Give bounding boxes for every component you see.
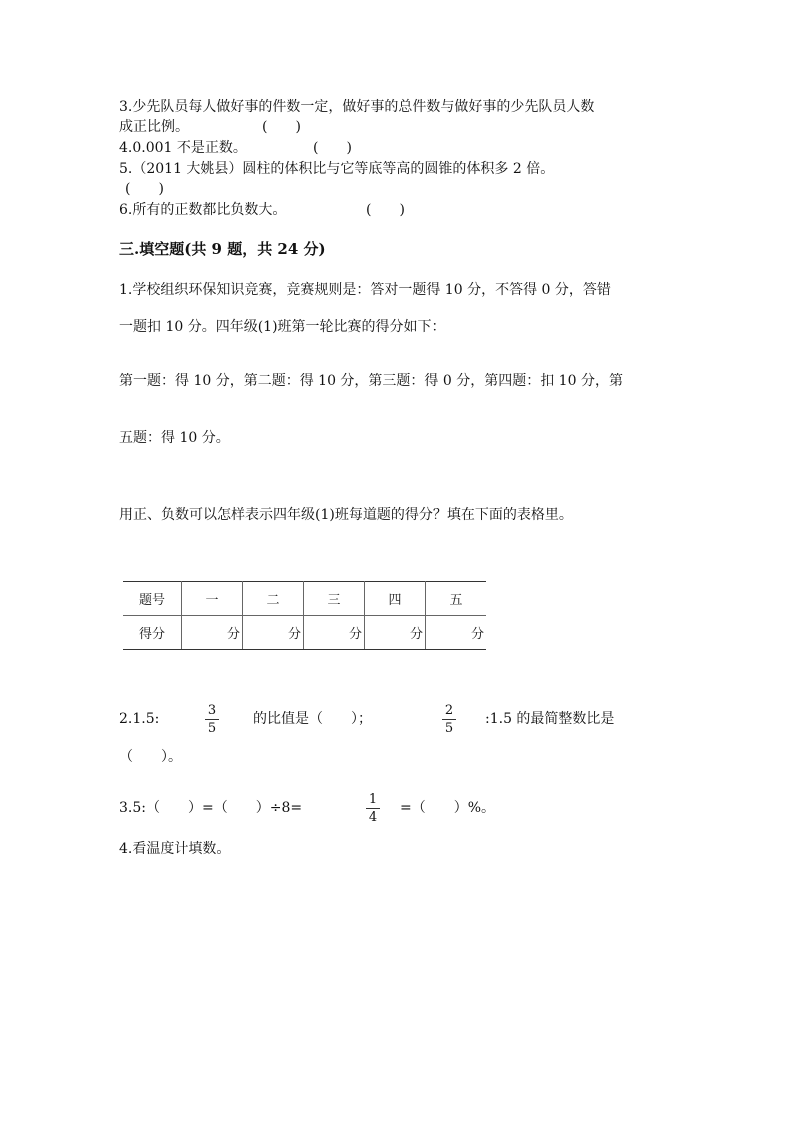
fill-q4: 4.看温度计填数。 <box>119 841 231 857</box>
judgment-q6: 6.所有的正数都比负数大。 <box>119 202 287 218</box>
table-cell: 五 <box>426 582 487 616</box>
fraction-denominator: 5 <box>207 721 217 736</box>
fraction-numerator: 3 <box>207 703 217 718</box>
fill-q2-part1: 2.1.5: <box>119 711 160 727</box>
judgment-q3-answer-blank[interactable]: ( ) <box>262 119 301 135</box>
score-input-cell[interactable]: 分 <box>182 616 243 650</box>
table-row <box>123 616 486 650</box>
section-heading: 三.填空题(共 9 题，共 24 分) <box>119 240 326 258</box>
fill-q1-line3: 第一题：得 10 分，第二题：得 10 分，第三题：得 0 分，第四题：扣 10 分，第 <box>119 373 623 389</box>
fill-q3-part1: 3.5:（ ）=（ ）÷8= <box>119 800 303 816</box>
table-header-score: 得分 <box>123 616 182 650</box>
fill-q1-line1: 1.学校组织环保知识竞赛，竞赛规则是：答对一题得 10 分，不答得 0 分，答错 <box>119 282 611 298</box>
fraction-1-4 <box>366 792 380 825</box>
score-input-cell[interactable]: 分 <box>426 616 487 650</box>
fill-q2-answer-blank[interactable]: （ ）。 <box>119 749 182 765</box>
score-input-cell[interactable]: 分 <box>365 616 426 650</box>
score-table <box>123 581 486 650</box>
judgment-q5-answer-blank[interactable]: ( ) <box>125 181 164 197</box>
judgment-q3-line2: 成正比例。 <box>119 119 189 135</box>
judgment-q4: 4.0.001 不是正数。 <box>119 140 247 156</box>
table-cell: 一 <box>182 582 243 616</box>
table-header-question-number: 题号 <box>123 582 182 616</box>
fraction-3-5 <box>205 703 219 736</box>
fraction-numerator: 2 <box>444 703 454 718</box>
judgment-q5: 5.（2011 大姚县）圆柱的体积比与它等底等高的圆锥的体积多 2 倍。 <box>119 161 555 177</box>
judgment-q4-answer-blank[interactable]: ( ) <box>313 140 352 156</box>
fraction-denominator: 4 <box>368 810 378 825</box>
fraction-numerator: 1 <box>368 792 378 807</box>
fill-q2-part2: 的比值是（ ）； <box>253 711 372 727</box>
table-row <box>123 582 486 616</box>
fill-q1-line4: 五题：得 10 分。 <box>119 430 230 446</box>
judgment-q6-answer-blank[interactable]: ( ) <box>366 202 405 218</box>
fill-q3-part2: =（ ）%。 <box>400 800 496 816</box>
score-input-cell[interactable]: 分 <box>304 616 365 650</box>
table-cell: 四 <box>365 582 426 616</box>
fraction-denominator: 5 <box>444 721 454 736</box>
fill-q1-line2: 一题扣 10 分。四年级(1)班第一轮比赛的得分如下： <box>119 319 446 335</box>
table-cell: 三 <box>304 582 365 616</box>
fill-q2-part3: :1.5 的最简整数比是 <box>485 711 615 727</box>
score-input-cell[interactable]: 分 <box>243 616 304 650</box>
table-cell: 二 <box>243 582 304 616</box>
fill-q1-line5: 用正、负数可以怎样表示四年级(1)班每道题的得分？填在下面的表格里。 <box>119 507 573 523</box>
judgment-q3-line1: 3.少先队员每人做好事的件数一定，做好事的总件数与做好事的少先队员人数 <box>119 99 595 115</box>
fraction-2-5 <box>442 703 456 736</box>
